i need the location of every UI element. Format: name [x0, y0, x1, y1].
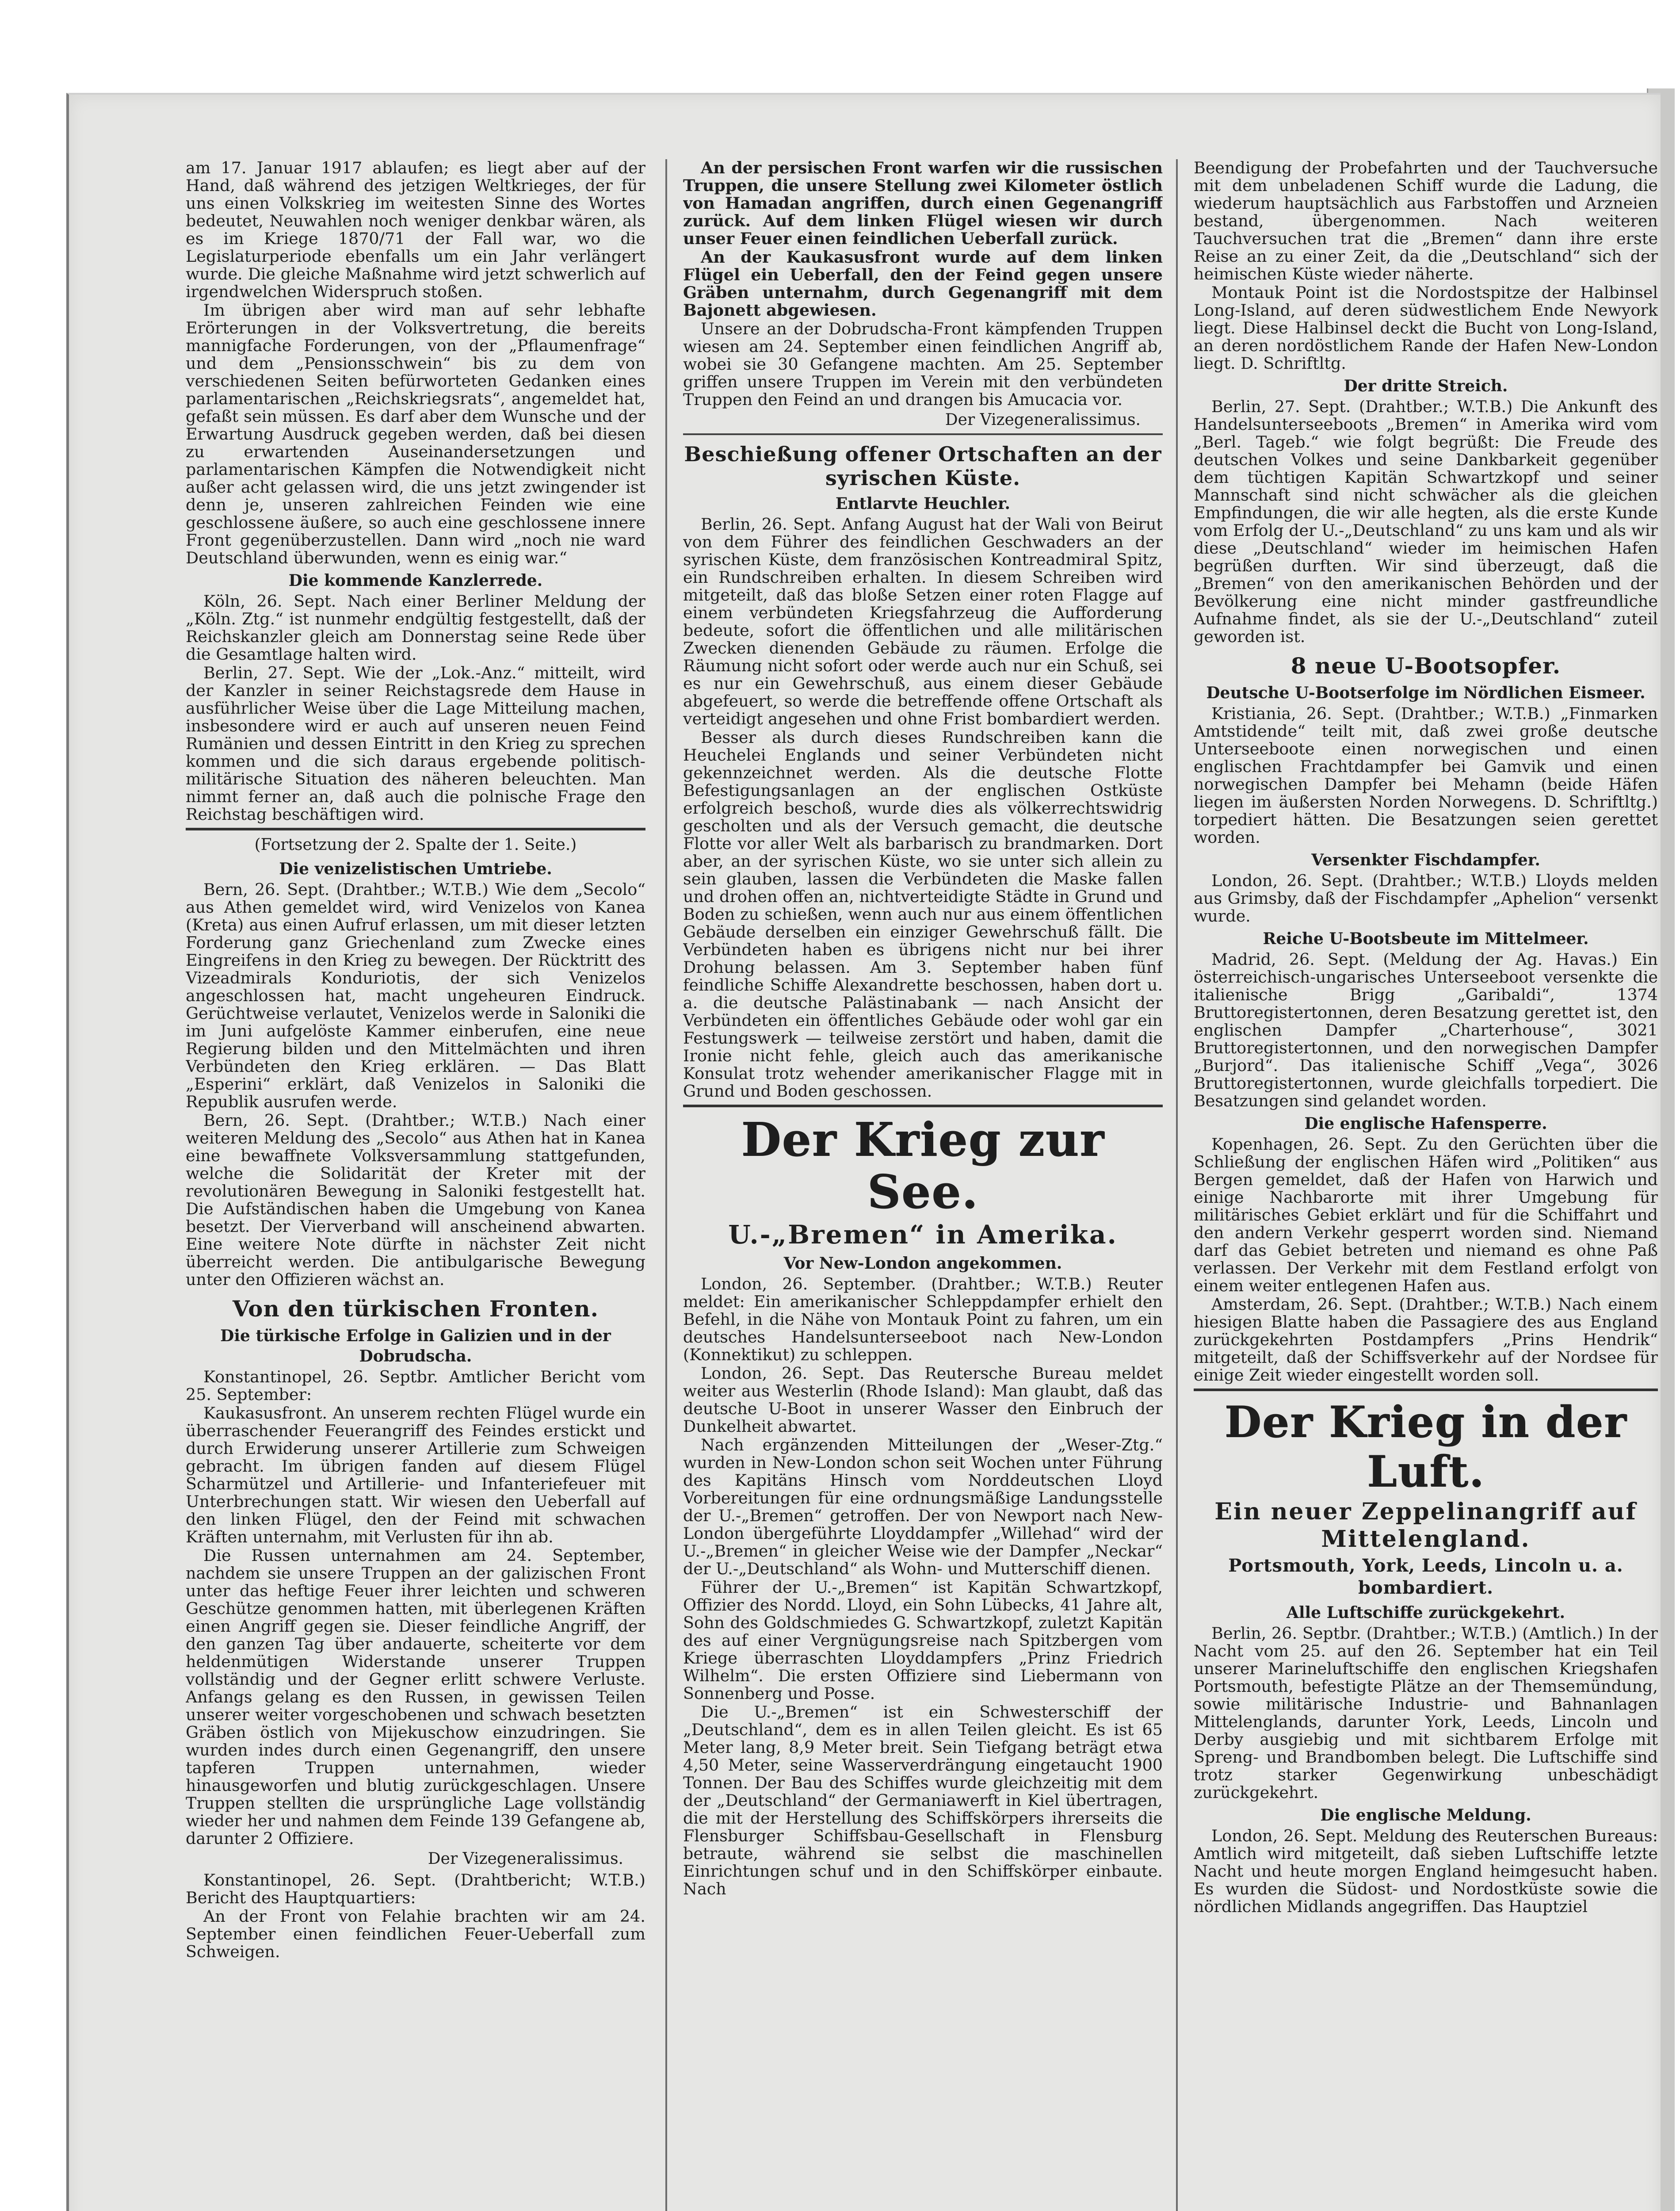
article-paragraph: Nach ergänzenden Mitteilungen der „Weser-Ztg.“ wurden in New-London schon seit Wochen unter Führung des Kapitäns Hinsch vom Norddeutschen Lloyd Vorbereitungen für eine ordnungsmäßige Landungsstelle der U.-„Bremen“ getroffen. Der von Newport nach New-London übergeführte Lloyddampfer „Willehad“ wird der U.-„Bremen“ in gleicher Weise wie der Dampfer „Neckar“ der U.-„Deutschland“ als Wohn- und Mutterschiff dienen. — [683, 1435, 1163, 1578]
continuation-note: (Fortsetzung der 2. Spalte der 1. Seite.) — [254, 836, 577, 854]
section-heading: Die englische Meldung. — [1320, 1806, 1531, 1825]
article-paragraph: Kaukasusfront. An unserem rechten Flügel wurde ein überraschender Feuerangriff des Feindes erstickt und durch Erwiderung unserer Artillerie zum Schweigen gebracht. Im übrigen fanden auf diesem Flügel Scharmützel und Artillerie- und Infanteriefeuer mit Unterbrechungen statt. Wir wiesen den Ueberfall auf den linken Flügel, den der Feind mit schwachen Kräften unternahm, mit Verlusten für ihn ab. — [186, 1404, 645, 1546]
article-paragraph: London, 26. Sept. (Drahtber.; W.T.B.) Lloyds melden aus Grimsby, daß der Fischdampfer „Aphelion“ versenkt wurde. — [1194, 871, 1658, 926]
article-paragraph: Amsterdam, 26. Sept. (Drahtber.; W.T.B.) Nach einem hiesigen Blatte haben die Passagiere des aus England zurückgekehrten Postdampfers „Prins Hendrik“ mitgeteilt, daß der Schiffsverkehr auf der Nordsee für einige Zeit wieder eingestellt worden soll. — [1194, 1295, 1658, 1385]
article-paragraph: Köln, 26. Sept. Nach einer Berliner Meldung der „Köln. Ztg.“ ist nunmehr endgültig festgestellt, daß der Reichskanzler gleich am Donnerstag seine Rede über die Gesamtlage halten wird. — [186, 592, 645, 664]
article-paragraph: Besser als durch dieses Rundschreiben kann die Heuchelei Englands und seiner Verbündeten nicht gekennzeichnet werden. Als die deutsche Flotte Befestigungsanlagen an der englischen Ostküste erfolgreich beschoß, wurde dies als völkerrechtswidrig gescholten und als der Versuch gemacht, die deutsche Flotte vor aller Welt als barbarisch zu brandmarken. Dort aber, an der syrischen Küste, wo sie unter sich allein zu sein glauben, lassen die Verbündeten die Maske fallen und drohen offen an, nichtverteidigte Städte in Grund und Boden zu schießen, wenn auch nur aus einem öffentlichen Gebäude derselben ein einziger Gewehrschuß fällt. Die Verbündeten haben es übrigens nicht nur bei ihrer Drohung belassen. Am 3. September haben fünf feindliche Schiffe Alexandrette beschossen, haben dort u. a. die deutsche Palästinabank — nach Ansicht der Verbündeten ein öffentliches Gebäude oder wohl gar ein Festungswerk — teilweise zerstört und haben, damit die Ironie nicht fehle, gleich auch das amerikanische Konsulat trotz wehender amerikanischer Flagge mit in Grund und Boden geschossen. — [683, 728, 1163, 1101]
signature: Der Vizegeneralissimus. — [945, 411, 1141, 429]
section-rule — [683, 433, 1163, 435]
article-headline: Ein neuer Zeppelinangriff auf Mittelengland. — [1214, 1498, 1637, 1553]
article-paragraph: Montauk Point ist die Nordostspitze der Halbinsel Long-Island, auf deren südwestlichem Ende Newyork liegt. Diese Halbinsel deckt die Bucht von Long-Island, an deren nordöstlichem Rande der Hafen New-London liegt. D. Schriftltg. — [1194, 283, 1658, 373]
article-paragraph: Berlin, 27. Sept. (Drahtber.; W.T.B.) Die Ankunft des Handelsunterseeboots „Bremen“ in Amerika wird vom „Berl. Tageb.“ wie folgt begrüßt: Die Freude des deutschen Volkes und seine Dankbarkeit gegenüber dem tüchtigen Kapitän Schwartzkopf und seiner Mannschaft sind nicht schwächer als die gleichen Empfindungen, die wir alle hegten, als die erste Kunde vom Erfolg der U.-„Deutschland“ zu uns kam und als wir diese „Deutschland“ wieder im heimischen Hafen begrüßen durften. Wir sind überzeugt, daß die „Bremen“ von den amerikanischen Behörden und der Bevölkerung eine nicht minder gastfreundliche Aufnahme findet, als sie der U.-„Deutschland“ zuteil geworden ist. — [1194, 397, 1658, 646]
article-paragraph: Konstantinopel, 26. Sept. (Drahtbericht; W.T.B.) Bericht des Hauptquartiers: — [186, 1871, 645, 1907]
article-subheadline: Portsmouth, York, Leeds, Lincoln u. a. bombardiert. — [1228, 1555, 1623, 1598]
article-headline: Beschießung offener Ortschaften an der syrischen Küste. — [684, 442, 1162, 490]
article-paragraph: Konstantinopel, 26. Septbr. Amtlicher Bericht vom 25. September: — [186, 1367, 645, 1404]
article-paragraph: Bern, 26. Sept. (Drahtber.; W.T.B.) Wie dem „Secolo“ aus Athen gemeldet wird, wird Venizelos von Kanea (Kreta) aus einen Aufruf erlassen, um mit dieser letzten Forderung ganz Griechenland zum Zwecke eines Eingreifens in den Krieg zu bewegen. Der Rücktritt des Vizeadmirals Konduriotis, der sich Venizelos angeschlossen hat, macht ungeheuren Eindruck. Gerüchtweise verlautet, Venizelos werde in Saloniki die im Juni aufgelöste Kammer einberufen, eine neue Regierung bilden und den Mittelmächten und ihren Verbündeten den Krieg erklären. — Das Blatt „Esperini“ erklärt, daß Venizelos in Saloniki die Republik ausrufen werde. — [186, 880, 645, 1111]
article-paragraph: Beendigung der Probefahrten und der Tauchversuche mit dem unbeladenen Schiff wurde die Ladung, die wiederum hauptsächlich aus Farbstoffen und Arzneien bestand, übergenommen. Nach weiteren Tauchversuchen trat die „Bremen“ dann ihre erste Reise an zu einer Zeit, da die „Deutschland“ sich der heimischen Küste wieder näherte. — [1194, 159, 1658, 283]
article-paragraph: Berlin, 27. Sept. Wie der „Lok.-Anz.“ mitteilt, wird der Kanzler in seiner Reichstagsrede dem Hause in ausführlicher Weise über die Lage Mitteilung machen, insbesondere wird er auch auf unseren neuen Feind Rumänien und dessen Eintritt in den Krieg zu sprechen kommen und die sich daraus ergebende politisch-militärische Situation des näheren beleuchten. Man nimmt ferner an, daß auch die polnische Frage den Reichstag beschäftigen wird. — [186, 663, 645, 824]
section-heading: Alle Luftschiffe zurückgekehrt. — [1286, 1603, 1565, 1622]
column-2 — [683, 159, 1163, 2211]
article-paragraph: Madrid, 26. Sept. (Meldung der Ag. Havas.) Ein österreichisch-ungarisches Unterseeboot versenkte die italienische Brigg „Garibaldi“, 1374 Bruttoregistertonnen, deren Besatzung gerettet ist, den englischen Dampfer „Charterhouse“, 3021 Bruttoregistertonnen, und den norwegischen Dampfer „Burjord“. Das italienische Schiff „Vega“, 3026 Bruttoregistertonnen, wurde gleichfalls torpediert. Die Besatzungen sind gelandet worden. — [1194, 950, 1658, 1110]
article-paragraph: Bern, 26. Sept. (Drahtber.; W.T.B.) Nach einer weiteren Meldung des „Secolo“ aus Athen hat in Kanea eine bewaffnete Volksversammlung stattgefunden, welche die Solidarität der Kreter mit der revolutionären Bewegung in Saloniki festgestellt hat. Die Aufständischen haben die Umgebung von Kanea besetzt. Der Vierverband will anscheinend abwarten. Eine weitere Note dürfte in nächster Zeit nicht überreicht werden. Die antibulgarische Bewegung unter den Offizieren wächst an. — [186, 1111, 645, 1289]
article-paragraph: Die U.-„Bremen“ ist ein Schwesterschiff der „Deutschland“, dem es in allen Teilen gleicht. Es ist 65 Meter lang, 8,9 Meter breit. Sein Tiefgang beträgt etwa 4,50 Meter, seine Wasserverdrängung eingetaucht 1900 Tonnen. Der Bau des Schiffes wurde gleichzeitig mit dem der „Deutschland“ der Germaniawerft in Kiel übertragen, die mit der Herstellung des Schiffskörpers ihrerseits die Flensburger Schiffsbau-Gesellschaft in Flensburg betraute, während sie selbst die maschinellen Einrichtungen schuf und in den Schiffskörper einbaute. Nach — [683, 1702, 1163, 1898]
section-heading: Der dritte Streich. — [1344, 377, 1508, 395]
article-headline: U.-„Bremen“ in Amerika. — [728, 1220, 1118, 1250]
section-rule — [1194, 1389, 1658, 1391]
section-heading: Entlarvte Heuchler. — [835, 494, 1011, 513]
column-divider — [1176, 159, 1178, 2211]
signature: Der Vizegeneralissimus. — [428, 1850, 623, 1868]
article-paragraph: London, 26. Sept. Meldung des Reuterschen Bureaus: Amtlich wird mitgeteilt, daß sieben Luftschiffe letzte Nacht und heute morgen England heimgesucht haben. Es wurden die Südost- und Nordostküste sowie die nördlichen Midlands angegriffen. Das Hauptziel — [1194, 1826, 1658, 1916]
section-rule — [683, 1105, 1163, 1107]
section-heading: Vor New-London angekommen. — [783, 1254, 1062, 1273]
article-paragraph: An der Front von Felahie brachten wir am 24. September einen feindlichen Feuer-Ueberfall zum Schweigen. — [186, 1907, 645, 1961]
section-heading: Die englische Hafensperre. — [1304, 1114, 1547, 1133]
article-paragraph: An der Kaukasusfront wurde auf dem linken Flügel ein Ueberfall, den der Feind gegen unsere Gräben unternahm, durch Gegenangriff mit dem Bajonett abgewiesen. — [683, 248, 1163, 320]
article-paragraph: An der persischen Front warfen wir die russischen Truppen, die unsere Stellung zwei Kilometer östlich von Hamadan angriffen, durch einen Gegenangriff zurück. Auf dem linken Flügel wiesen wir durch unser Feuer einen feindlichen Ueberfall zurück. — [683, 159, 1163, 248]
column-divider — [665, 159, 667, 2211]
column-1 — [186, 159, 645, 2211]
section-banner: Der Krieg zur See. — [741, 1112, 1105, 1219]
article-paragraph: Kopenhagen, 26. Sept. Zu den Gerüchten über die Schließung der englischen Häfen wird „Politiken“ aus Bergen gemeldet, daß der Hafen von Harwich und einige Nachbarorte mit ihrer Umgebung für militärisches Gebiet erklärt und für die Schiffahrt und den andern Verkehr gesperrt worden sind. Niemand darf das Gebiet betreten und niemand es ohne Paß verlassen. Der Verkehr mit dem Festland erfolgt von einem weiter entlegenen Hafen aus. — [1194, 1135, 1658, 1295]
article-paragraph: Die Russen unternahmen am 24. September, nachdem sie unsere Truppen an der galizischen Front unter das heftige Feuer ihrer leichten und schweren Geschütze genommen hatten, mit überlegenen Kräften einen Angriff gegen sie. Dieser feindliche Angriff, der den ganzen Tag über andauerte, scheiterte vor dem heldenmütigen Widerstande unserer Truppen vollständig und der Gegner erlitt schwere Verluste. Anfangs gelang es den Russen, in gewissen Teilen unserer weiter vorgeschobenen und schwach besetzten Gräben östlich von Mijekuschow einzudringen. Sie wurden indes durch einen Gegenangriff, den unsere tapferen Truppen unternahmen, wieder hinausgeworfen und blutig zurückgeschlagen. Unsere Truppen stellten die ursprüngliche Lage vollständig wieder her und nahmen dem Feinde 139 Gefangene ab, darunter 2 Offiziere. — [186, 1546, 645, 1848]
article-paragraph: London, 26. September. (Drahtber.; W.T.B.) Reuter meldet: Ein amerikanischer Schleppdampfer erhielt den Befehl, in die Nähe von Montauk Point zu fahren, um ein deutsches Handelsunterseeboot nach New-London (Konnektikut) zu schleppen. — [683, 1274, 1163, 1364]
article-paragraph: Kristiania, 26. Sept. (Drahtber.; W.T.B.) „Finmarken Amtstidende“ teilt mit, daß zwei große deutsche Unterseeboote einen norwegischen und einen englischen Frachtdampfer bei Gamvik und einen norwegischen Dampfer bei Mehamn (beide Häfen liegen im äußersten Norden Norwegens. D. Schriftltg.) torpediert hätten. Die Besatzungen seien gerettet worden. — [1194, 704, 1658, 847]
section-rule — [186, 828, 645, 830]
article-paragraph: am 17. Januar 1917 ablaufen; es liegt aber auf der Hand, daß während des jetzigen Weltkrieges, der für uns einen Volkskrieg im weitesten Sinne des Wortes bedeutet, Neuwahlen noch weniger denkbar wären, als es im Kriege 1870/71 der Fall war, wo die Legislaturperiode ebenfalls um ein Jahr verlängert wurde. Die gleiche Maßnahme wird jetzt schwerlich auf irgendwelchen Widerspruch stoßen. — [186, 159, 645, 301]
section-heading: Deutsche U-Bootserfolge im Nördlichen Eismeer. — [1206, 684, 1646, 702]
article-paragraph: Unsere an der Dobrudscha-Front kämpfenden Truppen wiesen am 24. September einen feindlichen Angriff ab, wobei sie 30 Gefangene machten. Am 25. September griffen unsere Truppen im Verein mit den verbündeten Truppen den Feind an und drangen bis Amucacia vor. — [683, 319, 1163, 409]
article-paragraph: Im übrigen aber wird man auf sehr lebhafte Erörterungen in der Volksvertretung, die bereits mannigfache Forderungen, von der „Pflaumenfrage“ und dem „Pensionsschwein“ bis zu dem von verschiedenen Seiten befürworteten Gedanken eines parlamentarischen „Reichskriegsrats“, angemeldet hat, gefaßt sein müssen. Es darf aber dem Wunsche und der Erwartung Ausdruck gegeben werden, daß bei diesen zu erwartenden Auseinandersetzungen und parlamentarischen Kämpfen die Notwendigkeit nicht außer acht gelassen wird, die uns jetzt zwingender ist denn je, unseren zahlreichen Feinden wie eine geschlossene äußere, so auch eine geschlossene innere Front gegenüberzustellen. Dann wird „noch nie ward Deutschland überwunden, wenn es einig war.“ — [186, 301, 645, 567]
article-headline: 8 neue U-Bootsopfer. — [1291, 653, 1561, 679]
column-3 — [1194, 159, 1658, 2211]
section-heading: Die kommende Kanzlerrede. — [288, 571, 543, 590]
article-headline: Von den türkischen Fronten. — [232, 1296, 599, 1322]
article-paragraph: Berlin, 26. Septbr. (Drahtber.; W.T.B.) (Amtlich.) In der Nacht vom 25. auf den 26. September hat ein Teil unserer Marineluftschiffe den englischen Kriegshafen Portsmouth, befestigte Plätze an der Themsemündung, sowie militärische Industrie- und Bahnanlagen Mittelenglands, darunter York, Leeds, Lincoln und Derby ausgiebig und mit sichtbarem Erfolge mit Spreng- und Brandbomben belegt. Die Luftschiffe sind trotz starker Gegenwirkung unbeschädigt zurückgekehrt. — [1194, 1624, 1658, 1802]
section-heading: Die türkische Erfolge in Galizien und in der Dobrudscha. — [220, 1327, 611, 1366]
section-banner: Der Krieg in der Luft. — [1224, 1397, 1627, 1496]
section-heading: Die venizelistischen Umtriebe. — [279, 860, 552, 878]
section-heading: Versenkter Fischdampfer. — [1311, 851, 1540, 869]
section-heading: Reiche U-Bootsbeute im Mittelmeer. — [1263, 930, 1589, 948]
article-paragraph: Führer der U.-„Bremen“ ist Kapitän Schwartzkopf, Offizier des Nordd. Lloyd, ein Sohn Lübecks, 41 Jahre alt, Sohn des Goldschmiedes G. Schwartzkopf, zuletzt Kapitän des auf einer Vergnügungsreise nach Spitzbergen vom Kriege überraschten Lloyddampfers „Prinz Friedrich Wilhelm“. Die ersten Offiziere sind Liebermann von Sonnenberg und Posse. — [683, 1578, 1163, 1703]
article-paragraph: London, 26. Sept. Das Reutersche Bureau meldet weiter aus Westerlin (Rhode Island): Man glaubt, daß das deutsche U-Boot in unserer Wasser den Einbruch der Dunkelheit abwartet. — [683, 1364, 1163, 1436]
article-paragraph: Berlin, 26. Sept. Anfang August hat der Wali von Beirut von dem Führer des feindlichen Geschwaders an der syrischen Küste, dem französischen Kontreadmiral Spitz, ein Rundschreiben erhalten. In diesem Schreiben wird mitgeteilt, daß das bloße Setzen einer roten Flagge auf einem verbündeten Kriegsfahrzeug die Aufforderung bedeute, sofort die öffentlichen und alle militärischen Zwecken dienenden Gebäude zu räumen. Erfolge die Räumung nicht sofort oder werde auch nur ein Schuß, sei es nur ein Gewehrschuß, aus einem dieser Gebäude abgefeuert, so werde die betreffende offene Ortschaft als verteidigt angesehen und ohne Frist bombardiert werden. — [683, 515, 1163, 728]
